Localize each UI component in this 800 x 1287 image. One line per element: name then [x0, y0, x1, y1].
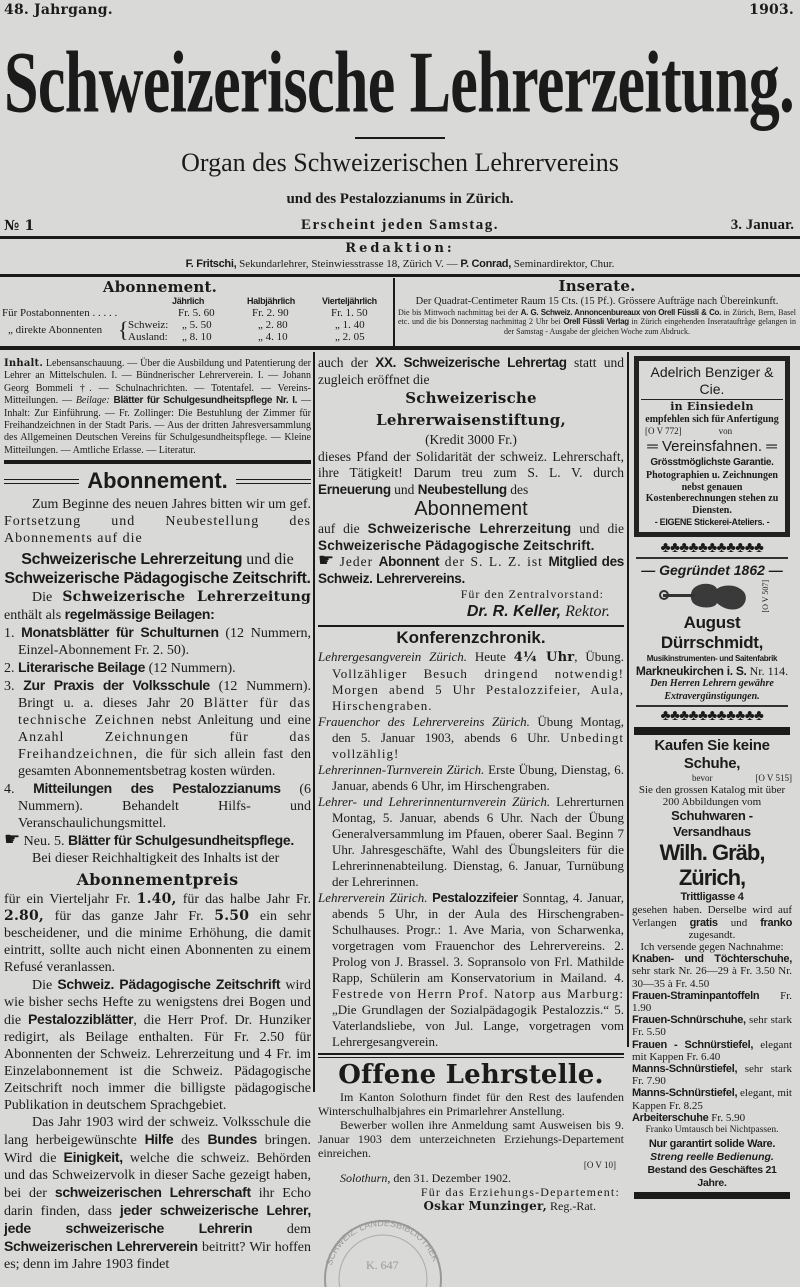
ad-benziger-photo: Photographien u. Zeichnungen nebst genauen Kostenberechnungen stehen zu Diensten.	[645, 470, 779, 516]
ad-code: [O V 515]	[755, 773, 792, 783]
rule	[318, 1057, 624, 1059]
column-rule	[627, 352, 629, 1047]
konferenzchronik	[318, 649, 624, 1050]
text-run: 1.	[4, 626, 22, 642]
issue-date: 3. Januar.	[730, 217, 794, 233]
text-run: statt und zugleich eröffnet die	[318, 355, 624, 387]
text: franko	[760, 916, 793, 929]
price: „ 1. 40	[335, 319, 365, 331]
text-run: Abonnement	[414, 498, 528, 520]
year: 1903.	[749, 2, 794, 18]
column-2	[318, 355, 624, 1287]
text: von	[718, 426, 733, 436]
ad-benziger-line1: empfehlen sich für Anfertigung	[645, 414, 779, 425]
paragraph	[4, 780, 311, 832]
ad-graeb-line2: Schuhwaren - Versandhaus	[671, 808, 753, 840]
paragraph	[4, 976, 311, 1114]
text: in Zürich, Bern, Basel etc. und die bis Donnerstag nachmittag 2 Uhr bei	[398, 308, 796, 327]
item-price: sehr stark Nr. 26—29 à Fr. 3.50 Nr. 30—35 à Fr. 4.50	[632, 965, 792, 990]
pointing-hand-icon: ☛	[4, 829, 21, 851]
ad-durrschmidt-name: August Dürrschmidt,	[660, 613, 764, 652]
paragraph	[4, 870, 311, 890]
rule: ═	[647, 438, 662, 455]
text-run: und die	[571, 521, 624, 536]
paragraph	[318, 498, 624, 521]
ad-code: [O V 507]	[760, 579, 770, 613]
konferenz-title: Konferenzchronik.	[396, 628, 546, 647]
paragraph	[318, 521, 624, 554]
shoe-price-item	[632, 990, 792, 1014]
redaktion-label: Redaktion:	[345, 241, 455, 256]
text-run: und die	[242, 551, 294, 569]
text: Orell Füssli Verlag	[563, 317, 629, 327]
ad-graeb-umtausch: Franko Umtausch bei Nichtpassen.	[645, 1125, 779, 1136]
text-run: Lebensanschauung. — Über die Ausbildung und Patentierung der Lehrer an Mittelschulen. I. — Bündnerischer Lehrerverein. I. — Johann Georg Bommeli †. — Schulnachrichten. — Totentafel. — Vereins-Mitteilungen. —	[4, 358, 311, 407]
price: „ 2. 80	[258, 319, 288, 331]
text-run: 2.	[4, 661, 18, 677]
text-run: Schweizerische Lehrerwaisenstiftung,	[376, 389, 566, 429]
text-run: Zur Praxis der Volksschule	[23, 677, 210, 694]
ad-graeb-street: Trittligasse 4	[680, 891, 744, 904]
text-run: ihr Echo darin finden, dass	[4, 1186, 311, 1220]
text-run: regelmässige Beilagen:	[64, 606, 215, 623]
item-price: Fr. 5.90	[708, 1111, 746, 1124]
text-run: Das Jahr 1903 wird der schweiz. Volksschule die lang herbeigewünschte	[4, 1115, 311, 1149]
paragraph	[318, 649, 624, 714]
ad-benziger-place: in Einsiedeln	[670, 400, 754, 413]
paragraph	[4, 659, 311, 677]
text-run: Schweizerische Lehrerzeitung	[21, 551, 243, 569]
organization-name: Lehrer- und Lehrerinnenturnverein Zürich.	[318, 794, 551, 809]
text-run: auch der	[318, 355, 376, 370]
offene-lehrstelle	[318, 1060, 624, 1213]
text-run: Lehrerturnen Montag, 5. Januar, abends 6 Uhr. Nach der Übung Generalversammlung im Pfauen, oberer Saal. Beginn 7 Uhr. Jahresgeschäfte, Wahl des Übungsleiters für die Lehrerinnenabteilung. Dienstag, 6. Januar, Turnübung der Lehrerinnen.	[332, 794, 624, 889]
text-run: Anzahl Zeichnungen für das Freihandzeichnen,	[18, 730, 311, 763]
rule	[4, 479, 79, 484]
ad-graeb-bedienung: Streng reelle Bedienung.	[650, 1151, 774, 1164]
item-price: sehr stark Fr. 5.50	[632, 1014, 792, 1039]
text: Die bis Mittwoch nachmittag bei der	[398, 308, 521, 317]
item-price: sehr stark Fr. 7.90	[632, 1063, 792, 1088]
ad-graeb-line1: Sie den grossen Katalog mit über 200 Abbildungen vom	[638, 784, 786, 809]
text-run: für das ganze Jahr Fr.	[43, 909, 215, 925]
paragraph	[4, 829, 311, 851]
organization-name: Beilage:	[75, 395, 110, 407]
item-name: Frauen-Straminpantoffeln	[632, 989, 760, 1002]
rule	[318, 1053, 624, 1055]
organization-name: Rektor.	[561, 603, 610, 620]
col-header: Vierteljährlich	[322, 296, 377, 306]
library-stamp	[318, 1217, 448, 1287]
paragraph	[318, 794, 624, 890]
paragraph	[318, 762, 624, 794]
redaktion-line	[186, 258, 615, 271]
text: zugesandt.	[688, 928, 736, 941]
rule	[236, 479, 311, 484]
column-2-appeal	[318, 355, 624, 622]
column-3	[632, 356, 794, 1199]
item-price: elegant mit Kappen Fr. 6.40	[632, 1038, 792, 1063]
text-run: dem	[252, 1222, 311, 1238]
product: Vereinsfahnen.	[661, 438, 763, 455]
text-run: des	[506, 481, 529, 497]
rule	[0, 236, 800, 239]
paragraph	[4, 358, 311, 464]
text-run: Die	[32, 590, 63, 606]
lehrstelle-p2: Bewerber wollen ihre Anmeldung samt Ausweisen bis 9. Januar 1903 dem unterzeichneten Erziehungs-Departement einreichen.	[318, 1118, 624, 1160]
organization-name: Lehrergesangverein Zürich.	[318, 649, 468, 664]
text: in Zürich eingehenden Inseratauftråge gelangen in der Samstag - Ausgabe der gleichen Woche zum Abdruck.	[503, 317, 797, 336]
editor-2-name: P. Conrad,	[460, 258, 511, 270]
inserate-box	[398, 278, 796, 346]
item-name: Manns-Schnürstiefel,	[632, 1087, 738, 1100]
paragraph	[318, 890, 624, 1050]
text-run: (Kredit 3000 Fr.)	[425, 432, 517, 447]
volume: 48. Jahrgang.	[4, 2, 113, 18]
heading-text: Abonnement.	[87, 468, 228, 494]
violin-icon	[655, 579, 755, 613]
col-header: Halbjährlich	[247, 296, 295, 306]
editor-1-info: Sekundarlehrer, Steinwiesstrasse 18, Zürich V. —	[236, 258, 461, 270]
ad-benziger-name: Adelrich Benziger & Cie.	[641, 364, 783, 400]
paragraph	[318, 432, 624, 449]
text-run: ein sehr bescheidener, und die minime Erhöhung, die damit eintritt, sollte auch nicht einen Abonnenten zu einem Refusé veranlassen.	[4, 909, 311, 976]
editor-1-name: F. Fritschi,	[185, 258, 237, 270]
paragraph	[318, 550, 624, 587]
frequency: Erscheint jeden Samstag.	[300, 217, 500, 233]
paragraph	[4, 624, 311, 659]
price: „ 5. 50	[182, 319, 212, 331]
text-run: Schweizerische Pädagogische Zeitschrift.	[318, 537, 595, 553]
text-run: Schweizerische Pädagogische Zeitschrift.	[4, 570, 311, 588]
place: Solothurn,	[340, 1171, 391, 1185]
text-run: Die	[32, 978, 58, 994]
rule	[0, 274, 800, 277]
ad-graeb-line4: Ich versende gegen Nachnahme:	[640, 941, 784, 954]
text-run: auf die	[318, 521, 368, 536]
shoe-price-item	[632, 1039, 792, 1063]
text-run: Mitglied des Schweiz. Lehrervereins.	[318, 554, 624, 586]
text-run: bringen. Wird die	[4, 1133, 311, 1167]
text-run: Pestalozziblätter	[27, 1011, 134, 1028]
text-run: 2.80,	[4, 908, 44, 925]
shoe-price-item	[632, 1063, 792, 1087]
ornament-border: ♣♣♣♣♣♣♣♣♣♣♣	[636, 705, 788, 725]
text-run: (12 Nummern, Einzel-Abonnement Fr. 2. 50).	[18, 626, 311, 659]
item-name: Manns-Schnürstiefel,	[632, 1063, 738, 1076]
text: Nr. 114.	[746, 664, 789, 678]
paragraph	[4, 1114, 311, 1273]
paragraph	[4, 550, 311, 588]
text-run: Abonnent	[378, 554, 440, 569]
text-run: Blätter für Schulgesundheitspflege Nr. I.	[113, 395, 298, 407]
text-run: die für sich allein fast den gesamten Abonnementsbetrag kosten würden.	[18, 747, 311, 780]
text-run: für ein Vierteljahr Fr.	[4, 892, 137, 908]
text-run: beitritt? Wir hoffen es; denn im Jahre 1903 findet	[4, 1240, 312, 1273]
text-run: Inhalt.	[4, 358, 43, 369]
row-sub: Schweiz:	[128, 319, 169, 331]
text-run: Hilfe	[144, 1131, 174, 1148]
divider	[393, 278, 395, 346]
text: gesehen haben. Derselbe wird auf Verlangen	[632, 904, 792, 929]
text-run: der S. L. Z. ist	[439, 554, 549, 569]
ad-graeb-headline: Kaufen Sie keine Schuhe,	[654, 737, 770, 772]
text-run: Schweizerische Lehrerzeitung	[367, 521, 572, 536]
text-run: 4.	[4, 782, 34, 798]
text-run: Bei dieser Reichhaltigkeit des Inhalts ist der	[32, 851, 280, 867]
ad-code: [O V 772]	[645, 426, 682, 436]
paragraph	[318, 587, 624, 602]
text-run: Unbedingt vollzählig!	[332, 730, 624, 761]
black-bar	[634, 1192, 790, 1199]
text-run: Literarische Beilage	[18, 659, 146, 676]
text-run: 1.40,	[136, 891, 177, 908]
text-run: (12 Nummern).	[145, 661, 236, 677]
text-run: Fortsetzung und Neubestellung des Abonnements auf die	[4, 514, 311, 547]
paragraph	[318, 714, 624, 762]
masthead-title: Schweizerische Lehrerzeitung.	[4, 32, 795, 131]
text-run: enthält als	[4, 608, 65, 624]
text-run: schweizerischen Lehrerschaft	[54, 1184, 251, 1201]
paragraph	[4, 677, 311, 780]
text-run: (12 Nummern). Bringt u. a. dieses Jahr 20	[18, 679, 311, 712]
price: Fr. 1. 50	[331, 307, 368, 319]
item-price: elegant, mit Kappen Fr. 8.25	[632, 1087, 792, 1112]
item-price: Fr. 1.90	[632, 989, 792, 1015]
text-run: Abonnementpreis	[76, 870, 239, 890]
paragraph	[318, 602, 624, 622]
abonnement-box	[0, 278, 393, 346]
paragraph	[4, 496, 311, 547]
item-name: Knaben- und Töchterschuhe,	[632, 953, 792, 966]
text-run: jeder schweizerische Lehrer, jede schweizerische Lehrerin	[4, 1202, 311, 1237]
text-run: 4¼ Uhr	[513, 650, 575, 665]
shoe-price-item	[632, 953, 792, 990]
text-run: Zum Beginne des neuen Jahres bitten wir um gef.	[32, 497, 311, 513]
text-run: welche die schweiz. Behörden und das Schweizervolk in dieser Sache gezeigt haben, bei der	[4, 1151, 312, 1202]
stamp-number: K. 647	[366, 1258, 399, 1272]
rule	[0, 346, 800, 350]
text-run: wird wie bisher sechs Hefte zu wenigstens drei Bogen und die	[4, 978, 311, 1029]
ad-code: [O V 10]	[583, 1160, 616, 1170]
lehrstelle-title: Offene Lehrstelle.	[338, 1060, 604, 1090]
text-run: Pestalozzifeier	[432, 890, 518, 905]
column-1	[4, 358, 311, 1273]
row-label: „ direkte Abonnenten	[8, 324, 103, 336]
text-run: des	[173, 1133, 208, 1149]
ornament-border: ♣♣♣♣♣♣♣♣♣♣♣	[636, 539, 788, 559]
text-run: Neu. 5.	[20, 834, 68, 850]
ad-durrschmidt-town: Markneukirchen i. S.	[635, 664, 747, 678]
text-run: Blätter für das technische Zeichnen	[18, 696, 311, 729]
paragraph	[4, 891, 311, 976]
ad-graeb-name: Wilh. Gräb, Zürich,	[659, 840, 765, 891]
ad-durrschmidt-line3: Den Herren Lehrern gewähre Extravergünstigungen.	[650, 678, 774, 702]
text-run: XX. Schweizerische Lehrertag	[375, 355, 567, 370]
text-run: Neubestellung	[417, 481, 507, 497]
ad-durrschmidt	[632, 561, 792, 703]
abonnement-title: Abonnement.	[102, 278, 218, 296]
paragraph	[4, 589, 311, 624]
price: Fr. 5. 60	[178, 307, 215, 319]
organization-name: Lehrerverein Zürich.	[318, 890, 428, 905]
item-name: Arbeiterschuhe	[632, 1111, 709, 1124]
paragraph	[318, 449, 624, 499]
row-label: Für Postabonnenten . . . . .	[2, 307, 118, 319]
inserate-title: Inserate.	[558, 277, 636, 295]
text-run: Schweizerische Lehrerzeitung	[62, 589, 311, 606]
inserate-price: Der Quadrat-Centimeter Raum 15 Cts. (15 Pf.). Grössere Aufträge nach Übereinkunft.	[415, 296, 779, 307]
black-bar	[634, 727, 790, 735]
text-run: Für den Zentralvorstand:	[460, 587, 604, 601]
price: „ 8. 10	[182, 331, 212, 343]
text-run: dieses Pfand der Solidarität der schweiz. Lehrerschaft, ihre Tätigkeit! Darum treu zum S. L. V. durch	[318, 448, 624, 480]
section-heading	[4, 468, 311, 494]
shoe-price-item	[632, 1087, 792, 1111]
text-run: 5.50	[214, 908, 250, 925]
text-run: „Die Grundlagen der Sozialpädagogik Pestalozzis.“ 5. Vaterlandsliebe, von Jul. Lange, vorgetragen vom Lehrergesangverein.	[332, 1002, 624, 1049]
signer: Oskar Munzinger,	[423, 1199, 547, 1213]
text-run: Blätter für Schulgesundheitspflege.	[67, 832, 294, 849]
text-run: (6 Nummern). Behandelt Hilfs- und Veranschaulichungsmittel.	[18, 782, 311, 832]
item-name: Frauen-Schnürschuhe,	[632, 1014, 746, 1027]
text-run: Dr. R. Keller,	[466, 603, 562, 620]
rule: ═	[762, 438, 777, 455]
inserate-terms	[398, 308, 796, 336]
ad-benziger	[634, 356, 790, 537]
ad-durrschmidt-founded: — Gegründet 1862 —	[641, 562, 783, 578]
item-name: Frauen - Schnürstiefel,	[632, 1038, 754, 1051]
column-rule	[313, 352, 315, 1092]
editor-2-info: Seminardirektor, Chur.	[510, 258, 615, 270]
text: gratis	[689, 916, 718, 929]
masthead	[4, 32, 795, 131]
ad-benziger-atelier: - EIGENE Stickerei-Ateliers. -	[654, 517, 770, 527]
paragraph	[4, 850, 311, 867]
ad-graeb-ware: Nur garantirt solide Ware.	[648, 1138, 776, 1151]
ad-durrschmidt-line1: Musikinstrumenten- und Saitenfabrik	[646, 654, 778, 663]
text-run: Heute	[467, 649, 514, 664]
text-run: Monatsblätter für Schulturnen	[21, 624, 219, 641]
issue-number: № 1	[4, 218, 35, 234]
lehrstelle-p1: Im Kanton Solothurn findet für den Rest des laufenden Winterschulhalbjahres ein Primarlehrer Anstellung.	[318, 1090, 624, 1118]
text: bevor	[692, 773, 713, 783]
paragraph	[318, 388, 624, 432]
ad-graeb-bestand: Bestand des Geschäftes 21 Jahre.	[647, 1164, 777, 1190]
date: den 31. Dezember 1902.	[390, 1171, 511, 1185]
text-run: , die Herr Prof. Dr. Hunziker redigirt, als Beilage enthalten. Für Fr. 2.50 für Abonnenten der Schweiz. Lehrerzeitung und 4 Fr. im Einzelabonnement ist die Schweiz. Pädagogische Zeitschrift noch immer die billigste pädagogische Publikation in deutschem Sprachgebiet.	[4, 1013, 312, 1114]
text-run: Schweiz. Pädagogische Zeitschrift	[57, 976, 281, 993]
price: „ 2. 05	[335, 331, 365, 343]
text-run: Bundes	[207, 1131, 258, 1148]
stamp-text: SCHWEIZ. LANDESBIBLIOTHEK	[323, 1217, 441, 1267]
text-run: Erneuerung	[318, 481, 391, 497]
text-run: für das halbe Jahr Fr.	[176, 892, 311, 908]
subtitle-2: und des Pestalozzianums in Zürich.	[286, 191, 514, 207]
text: und	[717, 916, 761, 929]
pointing-hand-icon: ☛	[318, 550, 335, 571]
organization-name: Frauenchor des Lehrervereins Zürich.	[318, 714, 530, 729]
brace: {	[118, 317, 129, 342]
text-run: 3.	[4, 679, 24, 695]
text-run: Jeder	[334, 554, 379, 569]
subtitle: Organ des Schweizerischen Lehrervereins	[181, 148, 619, 177]
text-run: Vollzähliger Besuch dringend notwendig! Morgen abend 5 Uhr Pestalozzifeier, Aula, Hirschengraben.	[332, 666, 624, 713]
text-run: Mitteilungen des Pestalozzianums	[33, 780, 281, 797]
text-run: Schweizerischen Lehrerverein	[4, 1238, 198, 1255]
row-sub: Ausland:	[128, 331, 168, 343]
shoe-price-item	[632, 1014, 792, 1038]
ad-benziger-product	[641, 437, 783, 456]
shoe-price-item	[632, 1112, 792, 1124]
text-run: , Übung.	[574, 649, 625, 664]
paragraph	[318, 355, 624, 388]
price: Fr. 2. 90	[252, 307, 289, 319]
text-run: Erste Übung, Dienstag, 6. Januar, abends 6 Uhr, im Hirschengraben.	[332, 762, 624, 793]
text-run: Übung Montag, den 5. Januar 1903, abends 6 Uhr.	[332, 714, 624, 745]
signer-title: Reg.-Rat.	[547, 1199, 596, 1213]
col-header: Jährlich	[172, 296, 205, 306]
ad-benziger-guarantee: Grösstmöglichste Garantie.	[650, 457, 774, 468]
text-run: nebst Anleitung und eine	[154, 713, 311, 729]
text-run: — Inhalt: Zur Einführung. — Fr. Zollinger: Die Bestuhlung der Zimmer für Freihandzeichnen in der Stadt Paris. — Aus der dritten Jahresversammlung des Allgemeinen Deutschen Vereins für Schulgesundheitspflege. — Kleine Mitteilungen. — Amtliche Erlasse. — Literatur.	[4, 395, 312, 456]
ad-graeb	[632, 737, 792, 1190]
text-run: Festrede von Herrn Prof. Natorp aus Marburg:	[332, 986, 624, 1001]
signoff: Für das Erziehungs-Departement:	[420, 1185, 620, 1199]
text-run: und	[390, 481, 418, 497]
price: „ 4. 10	[258, 331, 288, 343]
text: A. G. Schweiz. Annoncenbureaux von Orell Füssli & Co.	[520, 308, 722, 317]
divider	[355, 137, 445, 139]
text-run: Sonntag, 4. Januar, abends 5 Uhr, in der Aula des Hirschengraben-Schulhauses. Progr.: 1. Ave Maria, von Scharwenka, vorgetragen vom Frauenchor des Lehrervereins. 2. Prolog von J. Brassel. 3. Sopransolo von Frl. Mathilde Rapp, Schülerin am Konservatorium in Mailand. 4.	[332, 890, 625, 985]
organization-name: Lehrerinnen-Turnverein Zürich.	[318, 762, 485, 777]
text-run: Einigkeit,	[63, 1149, 123, 1166]
